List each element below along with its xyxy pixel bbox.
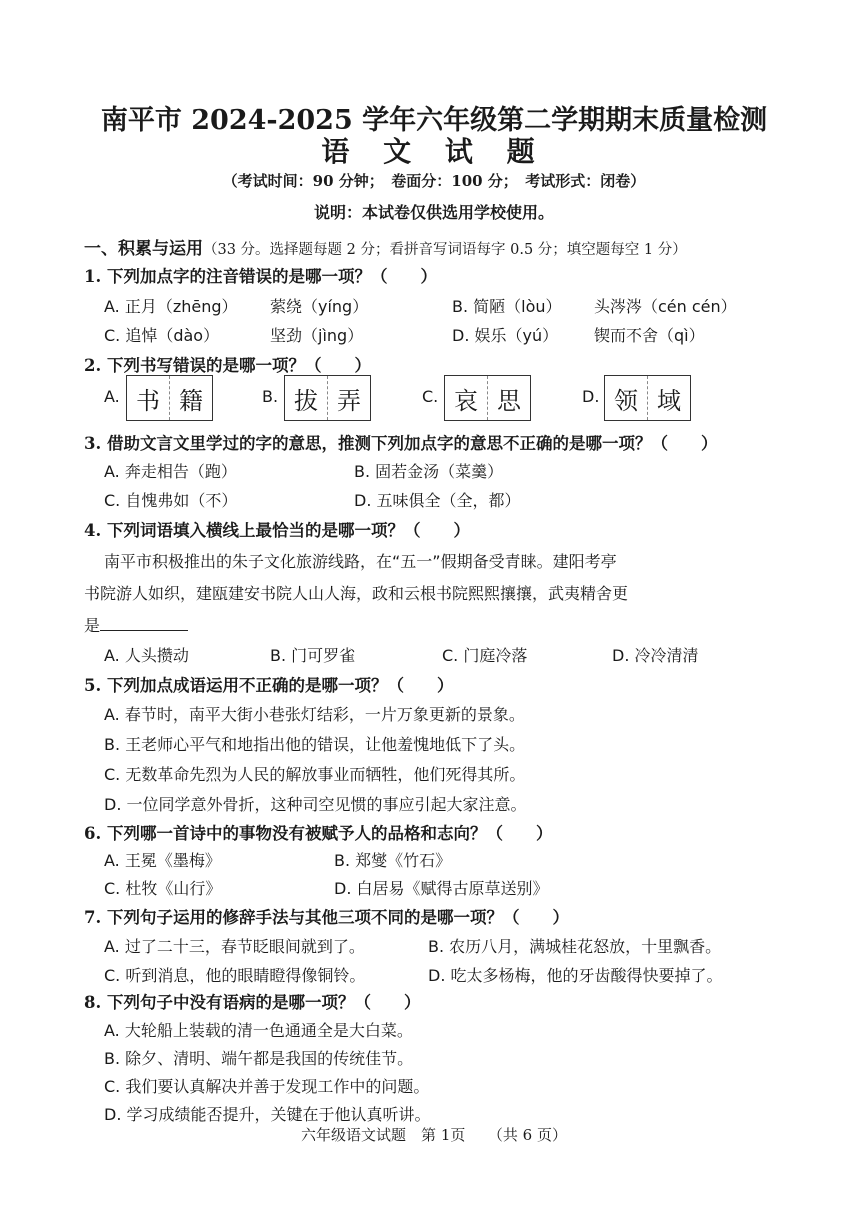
q1-option-d2: 锲而不舍（qì） bbox=[594, 326, 705, 345]
q1-stem: 1. 下列加点字的注音错误的是哪一项？（ ） bbox=[84, 267, 437, 286]
q4-option-a: A. 人头攒动 bbox=[104, 646, 189, 665]
q4-passage-line-2: 书院游人如织，建瓯建安书院人山人海，政和云根书院熙熙攘攘，武夷精舍更 bbox=[84, 584, 629, 603]
q1-option-c2: 坚劲（jìng） bbox=[270, 326, 364, 345]
q7-option-b: B. 农历八月，满城桂花怒放，十里飘香。 bbox=[428, 937, 722, 956]
q2-b-char-2: 弄 bbox=[337, 386, 361, 415]
q4-passage-end: 是 bbox=[84, 616, 101, 635]
q2-option-c-box bbox=[444, 375, 531, 421]
q4-stem: 4. 下列词语填入横线上最恰当的是哪一项？（ ） bbox=[84, 521, 470, 540]
q8-option-d: D. 学习成绩能否提升，关键在于他认真听讲。 bbox=[104, 1105, 431, 1124]
q2-option-a-label: A. bbox=[104, 387, 120, 406]
q1-option-a1: A. 正月（zhēng） bbox=[104, 297, 238, 316]
q2-b-char-1: 拔 bbox=[285, 376, 328, 420]
exam-subtitle: 语 文 试 题 bbox=[321, 135, 547, 168]
q2-c-char-2: 思 bbox=[497, 386, 521, 415]
q2-d-char-2: 域 bbox=[657, 386, 681, 415]
q4-passage-line-3 bbox=[84, 613, 188, 636]
q2-option-c-label: C. bbox=[422, 387, 439, 406]
q8-option-c: C. 我们要认真解决并善于发现工作中的问题。 bbox=[104, 1077, 430, 1096]
q4-passage-line-1: 南平市积极推出的朱子文化旅游线路，在“五一”假期备受青睐。建阳考亭 bbox=[104, 552, 617, 571]
q7-option-a: A. 过了二十三，春节眨眼间就到了。 bbox=[104, 937, 365, 956]
q2-option-d-box bbox=[604, 375, 691, 421]
q2-d-char-1: 领 bbox=[605, 376, 648, 420]
q1-option-d1: D. 娱乐（yú） bbox=[452, 326, 559, 345]
q5-option-a: A. 春节时，南平大街小巷张灯结彩，一片万象更新的景象。 bbox=[104, 705, 525, 724]
q2-a-char-1: 书 bbox=[127, 376, 170, 420]
q3-stem: 3. 借助文言文里学过的字的意思，推测下列加点字的意思不正确的是哪一项？（ ） bbox=[84, 434, 718, 453]
q2-stem: 2. 下列书写错误的是哪一项？（ ） bbox=[84, 356, 371, 375]
q7-option-d: D. 吃太多杨梅，他的牙齿酸得快要掉了。 bbox=[428, 966, 723, 985]
q5-option-d: D. 一位同学意外骨折，这种司空见惯的事应引起大家注意。 bbox=[104, 795, 527, 814]
q3-option-a: A. 奔走相告（跑） bbox=[104, 462, 237, 481]
q8-option-b: B. 除夕、清明、端午都是我国的传统佳节。 bbox=[104, 1049, 414, 1068]
q1-option-c1: C. 追悼（dào） bbox=[104, 326, 220, 345]
page-footer: 六年级语文试题 第 1页 （共 6 页） bbox=[301, 1126, 567, 1144]
q6-option-b: B. 郑燮《竹石》 bbox=[334, 851, 452, 870]
q6-stem: 6. 下列哪一首诗中的事物没有被赋予人的品格和志向？（ ） bbox=[84, 824, 553, 843]
exam-title: 南平市 2024-2025 学年六年级第二学期期末质量检测 bbox=[100, 105, 768, 136]
q2-a-char-2: 籍 bbox=[179, 386, 203, 415]
q6-option-c: C. 杜牧《山行》 bbox=[104, 879, 222, 898]
q1-option-a2: 萦绕（yíng） bbox=[270, 297, 369, 316]
q2-option-a-box bbox=[126, 375, 213, 421]
q5-option-b: B. 王老师心平气和地指出他的错误，让他羞愧地低下了头。 bbox=[104, 735, 526, 754]
q7-stem: 7. 下列句子运用的修辞手法与其他三项不同的是哪一项？（ ） bbox=[84, 908, 569, 927]
q7-option-c: C. 听到消息，他的眼睛瞪得像铜铃。 bbox=[104, 966, 366, 985]
q6-option-a: A. 王冕《墨梅》 bbox=[104, 851, 221, 870]
q1-option-b2: 头涔涔（cén cén） bbox=[594, 297, 737, 316]
q4-blank bbox=[100, 616, 188, 631]
q4-option-c: C. 门庭冷落 bbox=[442, 646, 528, 665]
q5-stem: 5. 下列加点成语运用不正确的是哪一项？（ ） bbox=[84, 676, 454, 695]
q3-option-b: B. 固若金汤（菜羹） bbox=[354, 462, 504, 481]
q2-option-b-label: B. bbox=[262, 387, 279, 406]
q3-option-d: D. 五味俱全（全，都） bbox=[354, 491, 521, 510]
section-scoring: （33 分。选择题每题 2 分；看拼音写词语每字 0.5 分；填空题每空 1 分） bbox=[203, 242, 687, 258]
q6-option-d: D. 白居易《赋得古原草送别》 bbox=[334, 879, 549, 898]
q2-c-char-1: 哀 bbox=[445, 376, 488, 420]
q3-option-c: C. 自愧弗如（不） bbox=[104, 491, 238, 510]
exam-note: 说明：本试卷仅供选用学校使用。 bbox=[313, 203, 554, 222]
q2-option-b-box bbox=[284, 375, 371, 421]
section-title: 一、积累与运用 bbox=[84, 239, 203, 259]
q2-option-d-label: D. bbox=[582, 387, 600, 406]
q5-option-c: C. 无数革命先烈为人民的解放事业而牺牲，他们死得其所。 bbox=[104, 765, 526, 784]
q8-stem: 8. 下列句子中没有语病的是哪一项？（ ） bbox=[84, 993, 421, 1012]
q4-option-b: B. 门可罗雀 bbox=[270, 646, 356, 665]
q4-option-d: D. 冷冷清清 bbox=[612, 646, 699, 665]
q1-option-b1: B. 简陋（lòu） bbox=[452, 297, 562, 316]
section-heading bbox=[84, 234, 687, 259]
exam-info: （考试时间：90 分钟； 卷面分：100 分； 考试形式：闭卷） bbox=[222, 172, 646, 190]
q8-option-a: A. 大轮船上装载的清一色通通全是大白菜。 bbox=[104, 1021, 413, 1040]
